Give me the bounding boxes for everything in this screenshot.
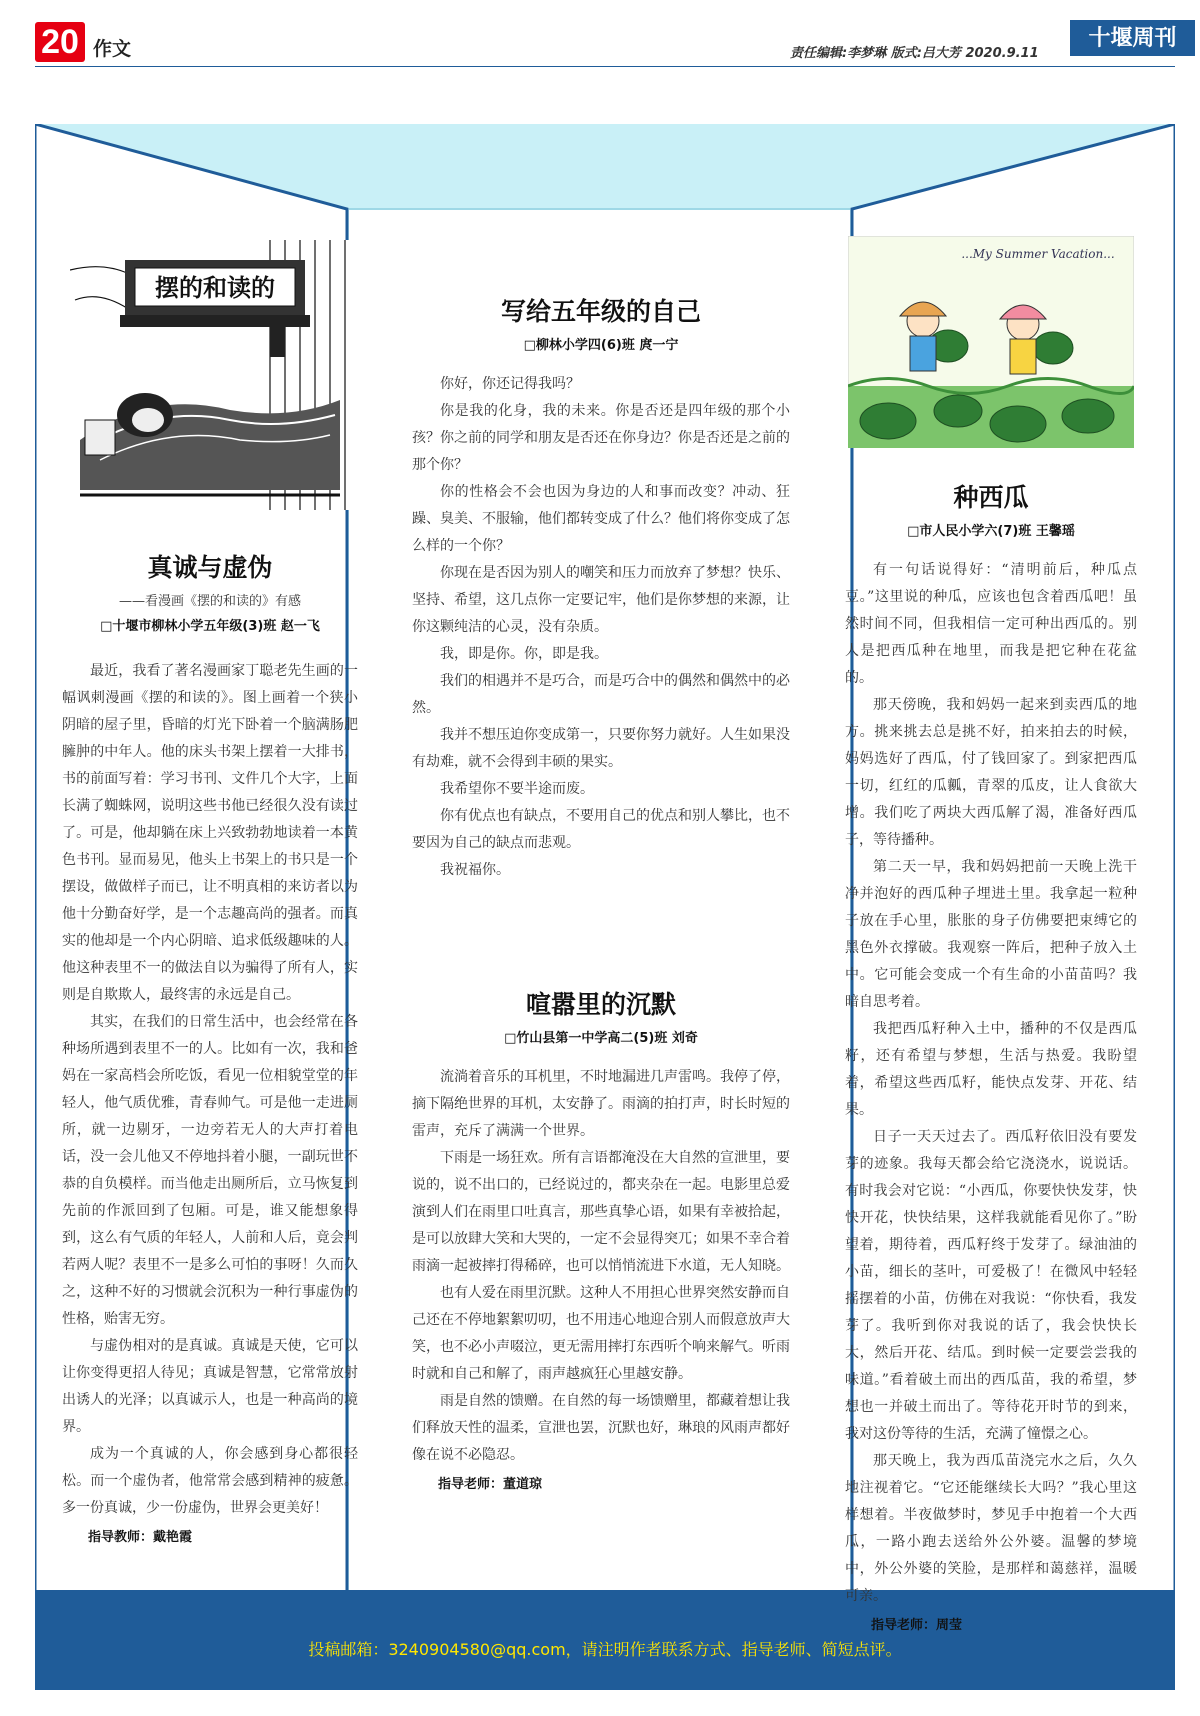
article-paragraph: 你好，你还记得我吗？ [440, 376, 580, 392]
article-paragraph: 下雨是一场狂欢。所有言语都淹没在大自然的宣泄里，要说的，说不出口的，已经说过的，都夹杂在一起。电影里总爱演到人们在雨里口吐真言，那些真挚心语，如果有幸被拾起，是可以放肆大笑和大哭的，一定不会显得突兀；如果不幸合着雨滴一起被摔打得稀碎，也可以悄悄流进下水道，无人知晓。 [412, 1150, 790, 1274]
svg-text:...My Summer Vacation...: ...My Summer Vacation... [961, 247, 1115, 261]
article-paragraph: 你是我的化身，我的未来。你是否还是四年级的那个小孩？你之前的同学和朋友是否还在你身边？你是否还是之前的那个你？ [412, 403, 790, 473]
article-paragraph: 流淌着音乐的耳机里，不时地漏进几声雷鸣。我停了停，摘下隔绝世界的耳机，太安静了。雨滴的拍打声，时长时短的雷声，充斥了满满一个世界。 [412, 1069, 790, 1139]
comic-illustration [70, 240, 350, 510]
article-teacher: 指导教师：戴艳霞 [88, 1530, 193, 1545]
section-title: 作文 [93, 38, 132, 60]
article-paragraph: 第二天一早，我和妈妈把前一天晚上洗干净并泡好的西瓜种子埋进土里。我拿起一粒种子放在手心里，胀胀的身子仿佛要把束缚它的黑色外衣撑破。我观察一阵后，把种子放入土中。它可能会变成一个有生命的小苗苗吗？我暗自思考着。 [845, 859, 1137, 1010]
article-growing-watermelon [845, 478, 1137, 1633]
article-title: 种西瓜 [953, 483, 1029, 512]
article-title: 真诚与虚伪 [147, 553, 273, 582]
article-paragraph: 最近，我看了著名漫画家丁聪老先生画的一幅讽刺漫画《摆的和读的》。图上画着一个狭小阴暗的屋子里，昏暗的灯光下卧着一个脑满肠肥臃肿的中年人。他的床头书架上摆着一大排书，书的前面写着：学习书刊、文件几个大字，上面长满了蜘蛛网，说明这些书他已经很久没有读过了。可是，他却躺在床上兴致勃勃地读着一本黄色书刊。显而易见，他头上书架上的书只是一个摆设，做做样子而已，让不明真相的来访者以为他十分勤奋好学，是一个志趣高尚的强者。而真实的他却是一个内心阴暗、追求低级趣味的人。他这种表里不一的做法自以为骗得了所有人，实则是自欺欺人，最终害的永远是自己。 [62, 663, 358, 1003]
svg-text:摆的和读的: 摆的和读的 [155, 273, 275, 302]
article-title: 写给五年级的自己 [500, 297, 701, 326]
article-byline: □市人民小学六(7)班 王馨瑶 [907, 524, 1075, 539]
article-paragraph: 雨是自然的馈赠。在自然的每一场馈赠里，都藏着想让我们释放天性的温柔，宣泄也罢，沉默也好，琳琅的风雨声都好像在说不必隐忍。 [412, 1393, 790, 1463]
article-paragraph: 也有人爱在雨里沉默。这种人不用担心世界突然安静而自己还在不停地絮絮叨叨，也不用违心地迎合别人而假意放声大笑，也不必小声啜泣，更无需用摔打东西听个响来解气。听雨时就和自己和解了，雨声越疯狂心里越安静。 [412, 1285, 790, 1382]
article-sincerity [62, 548, 358, 1545]
article-byline: □十堰市柳林小学五年级(3)班 赵一飞 [100, 619, 320, 634]
article-paragraph: 我把西瓜籽种入土中，播种的不仅是西瓜籽，还有希望与梦想，生活与热爱。我盼望着，希望这些西瓜籽，能快点发芽、开花、结果。 [845, 1021, 1137, 1118]
article-paragraph: 你有优点也有缺点，不要用自己的优点和别人攀比，也不要因为自己的缺点而悲观。 [412, 808, 790, 851]
article-paragraph: 与虚伪相对的是真诚。真诚是天使，它可以让你变得更招人待见；真诚是智慧，它常常放射出诱人的光泽；以真诚示人，也是一种高尚的境界。 [62, 1338, 358, 1435]
article-paragraph: 我，即是你。你，即是我。 [440, 646, 608, 662]
article-paragraph: 其实，在我们的日常生活中，也会经常在各种场所遇到表里不一的人。比如有一次，我和爸妈在一家高档会所吃饭，看见一位相貌堂堂的年轻人，他气质优雅，青春帅气。可是他一走进厕所，就一边剔牙，一边旁若无人的大声打着电话，没一会儿他又不停地抖着小腿，一副玩世不恭的自负模样。而当他走出厕所后，立马恢复到先前的作派回到了包厢。可是，谁又能想象得到，这么有气质的年轻人，人前和人后，竟会判若两人呢？表里不一是多么可怕的事呀！久而久之，这种不好的习惯就会沉积为一种行事虚伪的性格，贻害无穷。 [62, 1014, 358, 1327]
article-paragraph: 那天傍晚，我和妈妈一起来到卖西瓜的地方。挑来挑去总是挑不好，拍来拍去的时候，妈妈选好了西瓜，付了钱回家了。到家把西瓜一切，红红的瓜瓤，青翠的瓜皮，让人食欲大增。我们吃了两块大西瓜解了渴，准备好西瓜子，等待播种。 [845, 697, 1137, 848]
article-paragraph: 我祝福你。 [440, 862, 510, 878]
article-silence-in-noise [412, 985, 790, 1492]
article-paragraph: 有一句话说得好：“清明前后，种瓜点豆。”这里说的种瓜，应该也包含着西瓜吧！虽然时间不同，但我相信一定可种出西瓜的。别人是把西瓜种在地里，而我是把它种在花盆的。 [845, 562, 1137, 686]
page-header [35, 20, 1175, 66]
article-teacher: 指导老师：周莹 [871, 1618, 963, 1633]
article-paragraph: 我希望你不要半途而废。 [440, 781, 594, 797]
article-paragraph: 那天晚上，我为西瓜苗浇完水之后，久久地注视着它。“它还能继续长大吗？”我心里这样想着。半夜做梦时，梦见手中抱着一个大西瓜，一路小跑去送给外公外婆。温馨的梦境中，外公外婆的笑脸，是那样和蔼慈祥，温暖可亲。 [845, 1453, 1137, 1604]
article-paragraph: 成为一个真诚的人，你会感到身心都很轻松。而一个虚伪者，他常常会感到精神的疲惫。多一份真诚，少一份虚伪，世界会更美好！ [62, 1446, 358, 1516]
article-paragraph: 日子一天天过去了。西瓜籽依旧没有要发芽的迹象。我每天都会给它浇浇水，说说话。有时我会对它说：“小西瓜，你要快快发芽，快快开花，快快结果，这样我就能看见你了。”盼望着，期待着，西瓜籽终于发芽了。绿油油的小苗，细长的茎叶，可爱极了！在微风中轻轻摇摆着的小苗，仿佛在对我说：“你快看，我发芽了。我听到你对我说的话了，我会快快长大，然后开花、结瓜。到时候一定要尝尝我的味道。”看着破土而出的西瓜苗，我的希望，梦想也一并破土而出了。等待花开时节的到来，我对这份等待的生活，充满了憧憬之心。 [845, 1129, 1137, 1442]
article-letter-to-self [412, 292, 790, 884]
article-subtitle: ——看漫画《摆的和读的》有感 [118, 594, 301, 609]
submission-email: 投稿邮箱：3240904580@qq.com，请注明作者联系方式、指导老师、简短点评。 [308, 1640, 902, 1659]
page-number: 20 [35, 22, 85, 62]
editor-credits: 责任编辑:李梦琳 版式:吕大芳 2020.9.11 [790, 46, 1039, 61]
header-rule [35, 66, 1175, 67]
article-paragraph: 我并不想压迫你变成第一，只要你努力就好。人生如果没有劫难，就不会得到丰硕的果实。 [412, 727, 790, 770]
article-paragraph: 你的性格会不会也因为身边的人和事而改变？冲动、狂躁、臭美、不服输，他们都转变成了什么？他们将你变成了怎么样的一个你？ [412, 484, 790, 554]
article-paragraph: 我们的相遇并不是巧合，而是巧合中的偶然和偶然中的必然。 [412, 673, 790, 716]
article-paragraph: 你现在是否因为别人的嘲笑和压力而放弃了梦想？快乐、坚持、希望，这几点你一定要记牢，他们是你梦想的来源，让你这颗纯洁的心灵，没有杂质。 [412, 565, 790, 635]
article-title: 喧嚣里的沉默 [525, 990, 676, 1019]
article-byline: □竹山县第一中学高二(5)班 刘奇 [504, 1031, 698, 1046]
masthead-logo: 十堰周刊 [1070, 20, 1195, 56]
watermelon-illustration [848, 236, 1134, 448]
article-byline: □柳林小学四(6)班 庹一宁 [523, 338, 679, 353]
article-teacher: 指导老师：董道琼 [438, 1477, 543, 1492]
